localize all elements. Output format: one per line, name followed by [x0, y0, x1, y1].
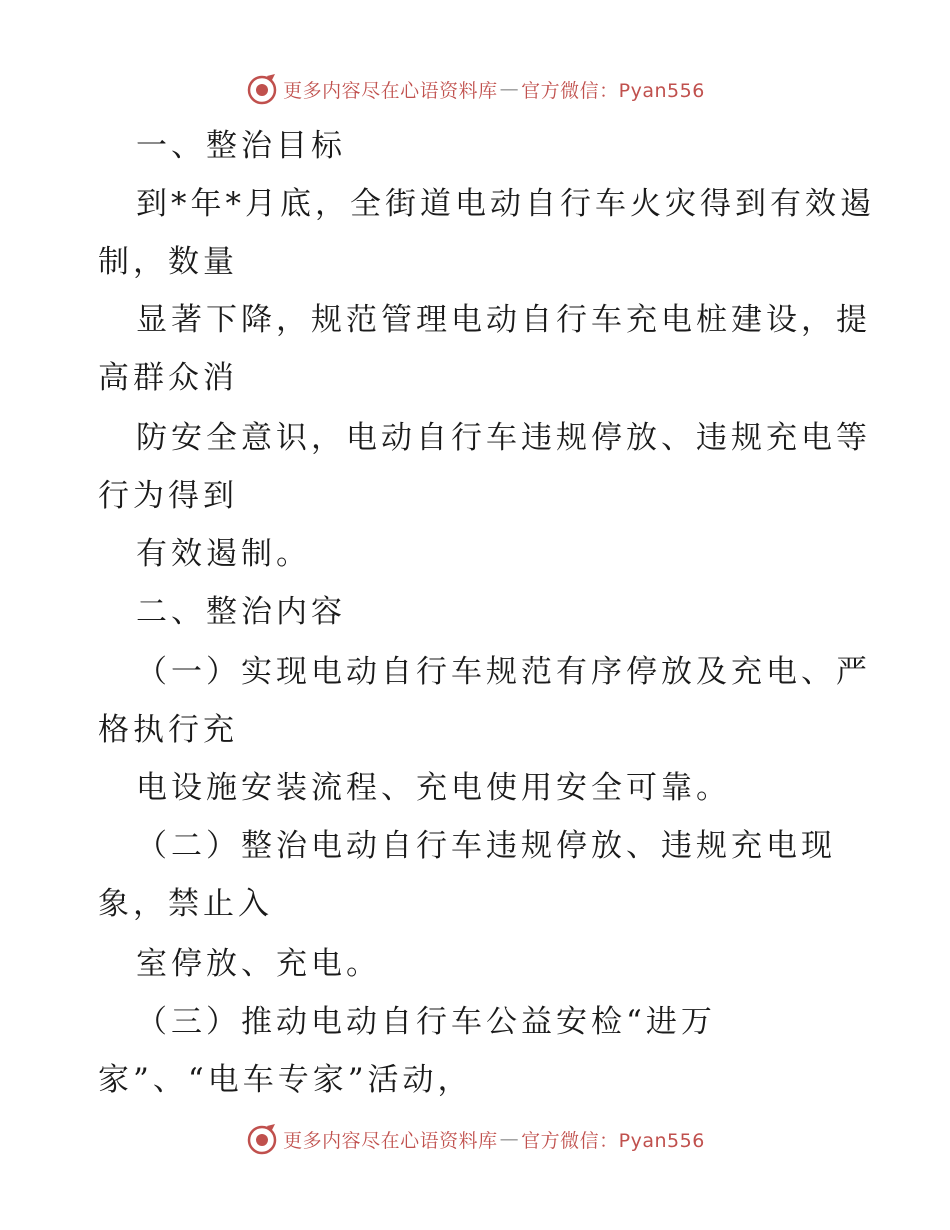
paragraph-line: （二）整治电动自行车违规停放、违规充电现 [136, 828, 836, 864]
section-heading: 二、整治内容 [136, 594, 346, 630]
logo-icon [245, 1122, 279, 1156]
section-heading: 一、整治目标 [136, 128, 346, 164]
paragraph-line: （三）推动电动自行车公益安检“进万 [136, 1004, 716, 1040]
paragraph-line: 室停放、充电。 [136, 946, 381, 982]
paragraph-line: 家”、“电车专家”活动， [98, 1062, 473, 1098]
watermark-separator: — [499, 1128, 520, 1150]
watermark-text: 更多内容尽在心语资料库 [283, 1129, 498, 1152]
paragraph-line: 显著下降，规范管理电动自行车充电桩建设，提 [136, 302, 871, 338]
paragraph-line: 格执行充 [98, 712, 238, 748]
footer-watermark [0, 1122, 950, 1156]
paragraph-line: （一）实现电动自行车规范有序停放及充电、严 [136, 654, 871, 690]
paragraph-line: 象，禁止入 [98, 886, 273, 922]
paragraph-line: 制，数量 [98, 244, 238, 280]
watermark-account: 官方微信：Pyan556 [521, 79, 705, 102]
paragraph-line: 高群众消 [98, 360, 238, 396]
watermark-separator: — [499, 78, 520, 100]
paragraph-line: 到*年*月底，全街道电动自行车火灾得到有效遏 [136, 186, 875, 222]
paragraph-line: 行为得到 [98, 478, 238, 514]
watermark-text: 更多内容尽在心语资料库 [283, 79, 498, 102]
paragraph-line: 电设施安装流程、充电使用安全可靠。 [136, 770, 731, 806]
paragraph-line: 有效遏制。 [136, 536, 311, 572]
paragraph-line: 防安全意识，电动自行车违规停放、违规充电等 [136, 420, 871, 456]
logo-icon [245, 72, 279, 106]
watermark-account: 官方微信：Pyan556 [521, 1129, 705, 1152]
header-watermark [0, 72, 950, 106]
